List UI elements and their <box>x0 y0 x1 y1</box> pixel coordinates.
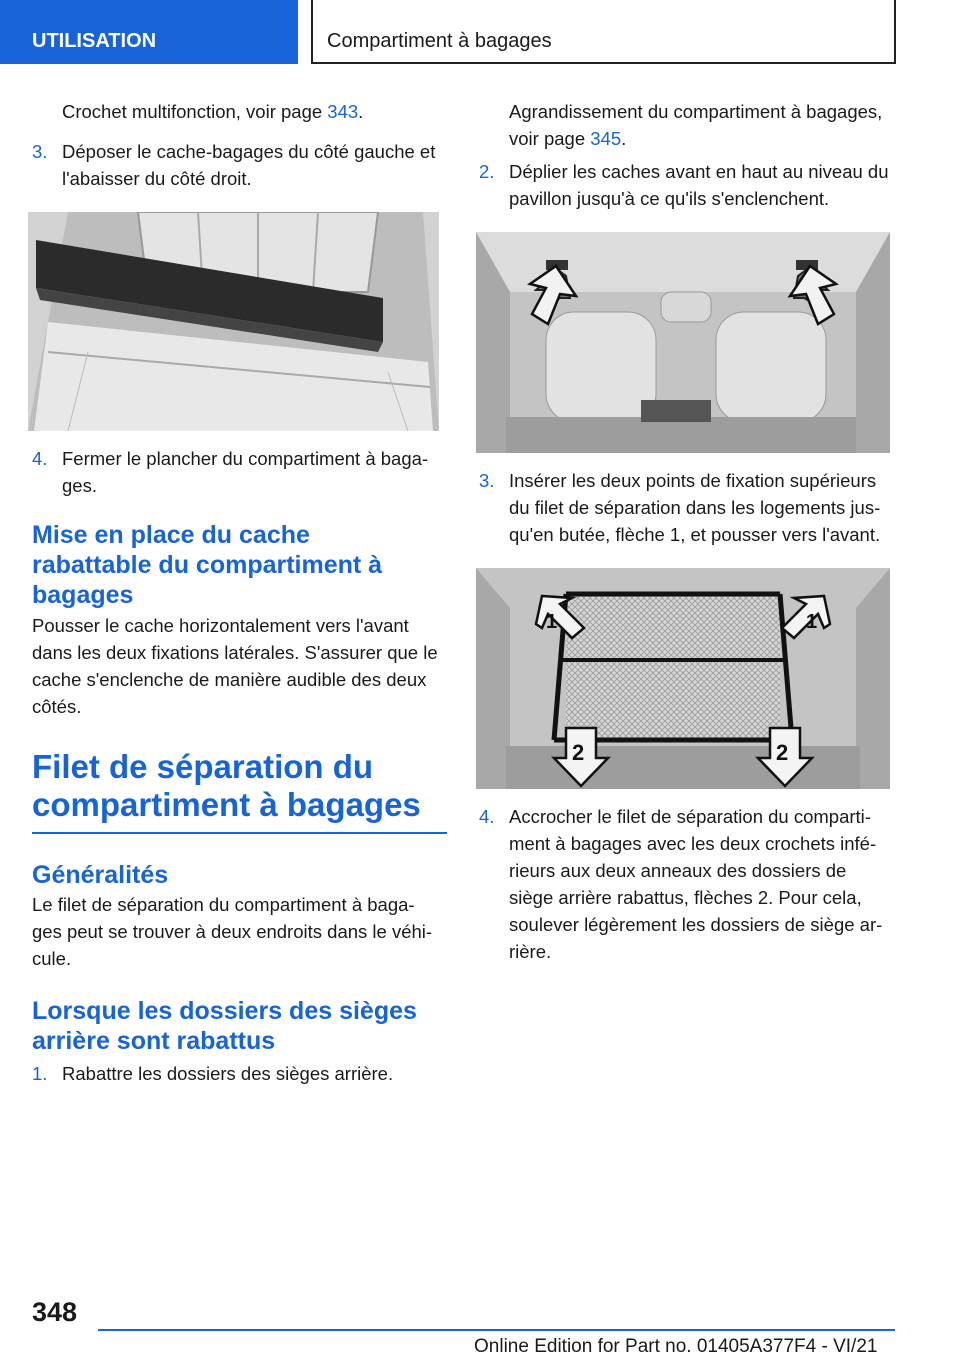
heading-line: bagages <box>32 581 134 609</box>
left-column <box>32 98 447 1087</box>
step-text-line: ges. <box>62 475 97 496</box>
step-3 <box>32 138 447 192</box>
step-text-line: qu'en butée, flèche 1, et pousser vers l'avant. <box>509 524 881 545</box>
continued-text <box>32 98 447 125</box>
step-text-line: soulever légèrement les dossiers de siège ar- <box>509 914 883 935</box>
heading-mise-en-place <box>32 520 447 610</box>
page-number: 348 <box>32 1297 78 1327</box>
arrow-label-2: 2 <box>572 740 585 765</box>
step-text-line: siège arrière rabattus, flèches 2. Pour cela, <box>509 887 862 908</box>
step-number: 2. <box>479 161 495 182</box>
step-text-line: rière. <box>509 941 552 962</box>
section-tab: UTILISATION <box>0 0 298 64</box>
heading-line: Filet de séparation du <box>32 748 374 785</box>
continued-text-body: Crochet multifonction, voir page <box>62 101 328 122</box>
heading-line: rabattable du compartiment à <box>32 551 383 579</box>
step-text-line: du filet de séparation dans les logements jus- <box>509 497 881 518</box>
heading-lorsque <box>32 996 447 1056</box>
step-text-line: Insérer les deux points de fixation supérieurs <box>509 470 877 491</box>
heading-filet <box>32 748 447 824</box>
arrow-label-1-right: 1 <box>806 611 818 633</box>
page-link-345[interactable]: 345 <box>590 128 622 149</box>
continued-text-end: . <box>621 128 627 149</box>
step-number: 4. <box>32 448 48 469</box>
step-number: 1. <box>32 1063 48 1084</box>
front-covers-photo <box>476 232 890 453</box>
edition-note: Online Edition for Part no. 01405A377F4 - VI/21 <box>474 1336 878 1357</box>
heading-line: Lorsque les dossiers des sièges <box>32 997 417 1025</box>
paragraph-line: Le filet de séparation du compartiment à baga- <box>32 894 415 915</box>
continued-text <box>479 98 894 152</box>
step-text-line: rieurs aux deux anneaux des dossiers de <box>509 860 847 881</box>
step-4 <box>32 445 447 499</box>
step-4 <box>479 803 894 965</box>
section-divider <box>32 832 447 834</box>
paragraph-line: ges peut se trouver à deux endroits dans le véhi- <box>32 921 433 942</box>
step-2 <box>479 158 894 212</box>
page-title: Compartiment à bagages <box>311 0 896 64</box>
heading-generalites: Généralités <box>32 861 169 889</box>
luggage-cover-photo <box>28 212 439 431</box>
step-number: 4. <box>479 806 495 827</box>
step-3 <box>479 467 894 548</box>
page-link-343[interactable]: 343 <box>327 101 359 122</box>
generalites-paragraph <box>32 891 447 972</box>
step-number: 3. <box>479 470 495 491</box>
step-text-line: Accrocher le filet de séparation du comparti- <box>509 806 871 827</box>
heading-line: compartiment à bagages <box>32 786 421 823</box>
paragraph-line: cule. <box>32 948 72 969</box>
heading-line: arrière sont rabattus <box>32 1027 276 1055</box>
footer-divider <box>98 1329 895 1331</box>
heading-line: Mise en place du cache <box>32 521 310 549</box>
continued-text-body: Agrandissement du compartiment à bagages, voir page <box>509 101 883 149</box>
step-text-line: ment à bagages avec les deux crochets infé- <box>509 833 877 854</box>
step-text-line: Fermer le plancher du compartiment à baga- <box>62 448 429 469</box>
separation-net-photo <box>476 568 890 789</box>
arrow-label-2-right: 2 <box>776 740 789 765</box>
step-text: Déposer le cache-bagages du côté gauche et l'abaisser du côté droit. <box>62 141 436 189</box>
step-1 <box>32 1060 447 1087</box>
mise-paragraph: Pousser le cache horizontalement vers l'avant dans les deux fixations latérales. S'assurer que le cache s'enclenche de manière audible des deux côtés. <box>32 615 438 717</box>
continued-text-end: . <box>358 101 364 122</box>
step-number: 3. <box>32 141 48 162</box>
step-text: Déplier les caches avant en haut au niveau du pavillon jusqu'à ce qu'ils s'enclenchent. <box>509 161 889 209</box>
right-column <box>479 98 894 965</box>
arrow-label-1: 1 <box>546 611 558 633</box>
step-text: Rabattre les dossiers des sièges arrière. <box>62 1063 394 1084</box>
